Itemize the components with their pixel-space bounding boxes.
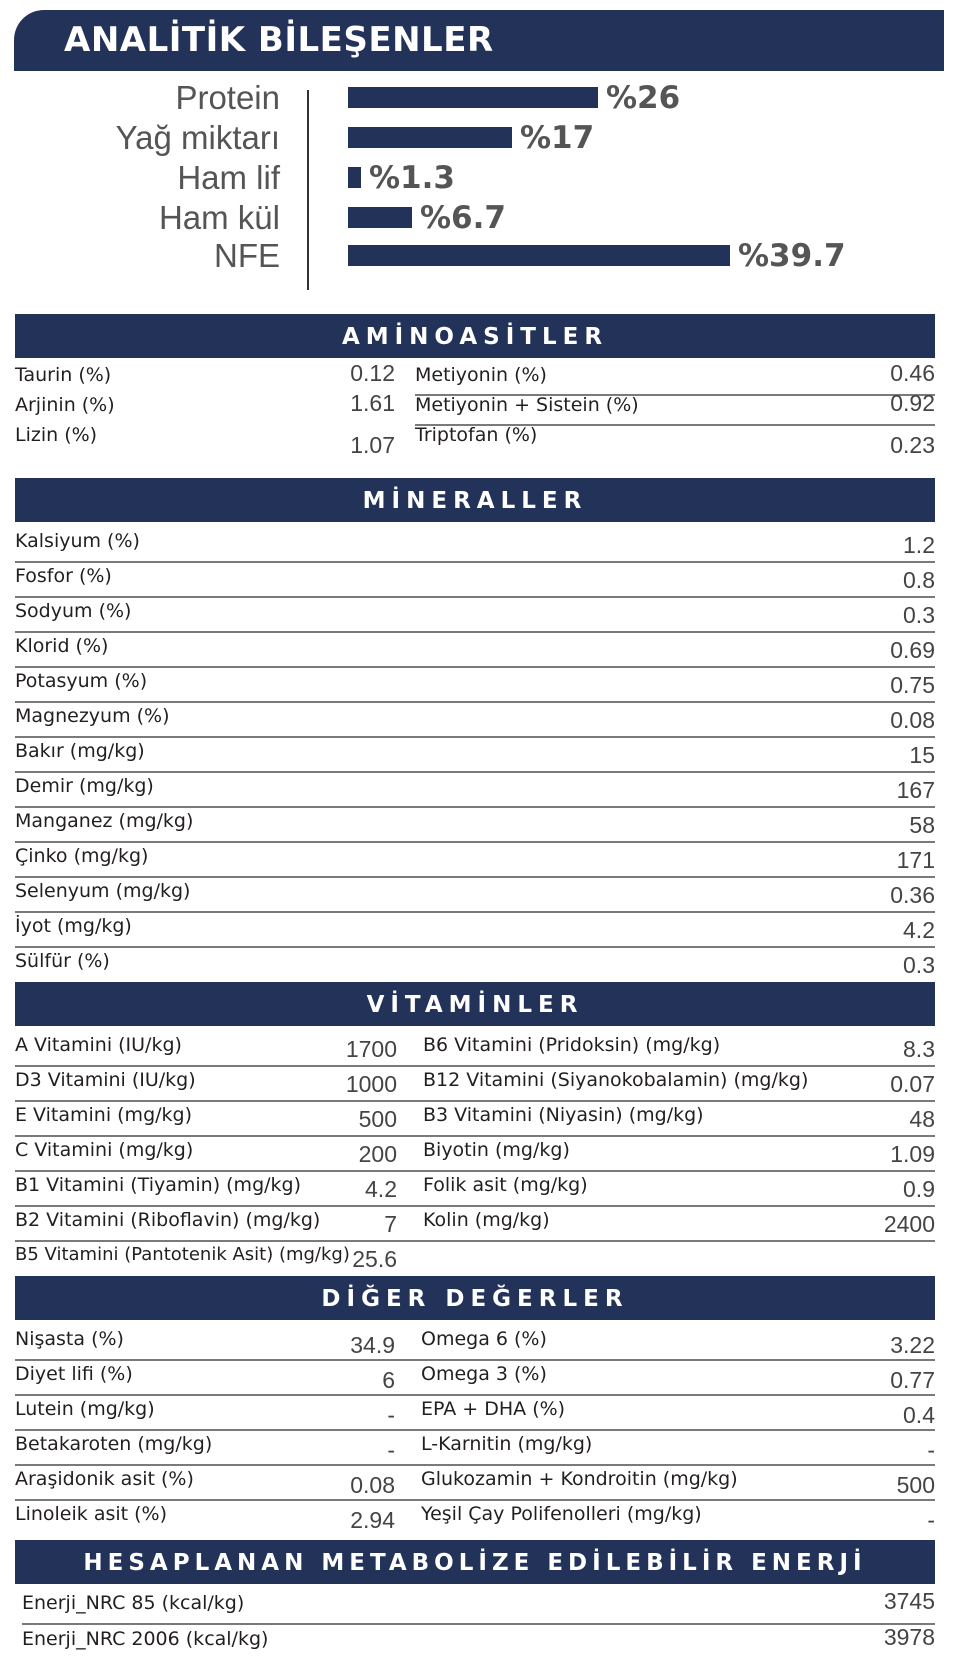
row-label: Folik asit (mg/kg) bbox=[423, 1174, 588, 1196]
row-value: 0.3 bbox=[903, 952, 935, 978]
analytic-bar bbox=[348, 245, 730, 266]
analytic-chart bbox=[0, 80, 960, 295]
table-row bbox=[15, 1431, 935, 1466]
row-label: Diyet lifi (%) bbox=[15, 1363, 133, 1385]
table-row bbox=[15, 1137, 935, 1172]
row-value: 1000 bbox=[345, 1071, 397, 1097]
row-label: Yeşil Çay Polifenolleri (mg/kg) bbox=[421, 1503, 702, 1525]
row-value: 0.08 bbox=[350, 1472, 395, 1498]
row-label: B2 Vitamini (Riboflavin) (mg/kg) bbox=[15, 1209, 321, 1231]
table-row bbox=[15, 913, 935, 948]
row-value: 25.6 bbox=[352, 1246, 397, 1272]
row-label: Potasyum (%) bbox=[15, 670, 148, 692]
row-value: 7 bbox=[384, 1211, 397, 1237]
row-label: C Vitamini (mg/kg) bbox=[15, 1139, 194, 1161]
row-label: Linoleik asit (%) bbox=[15, 1503, 168, 1525]
row-label: Arjinin (%) bbox=[15, 394, 115, 416]
row-value: 0.46 bbox=[890, 360, 935, 386]
row-label: E Vitamini (mg/kg) bbox=[15, 1104, 193, 1126]
table-row bbox=[15, 360, 935, 394]
row-value: - bbox=[927, 1507, 935, 1533]
section-header-minerals: MİNERALLER bbox=[15, 478, 935, 522]
row-value: 34.9 bbox=[350, 1332, 395, 1358]
row-label: Biyotin (mg/kg) bbox=[423, 1139, 570, 1161]
row-value: 0.36 bbox=[890, 882, 935, 908]
row-label: B6 Vitamini (Pridoksin) (mg/kg) bbox=[423, 1034, 721, 1056]
table-row bbox=[15, 390, 935, 424]
table-row bbox=[15, 1242, 935, 1275]
row-label: Nişasta (%) bbox=[15, 1328, 124, 1350]
row-value: - bbox=[927, 1437, 935, 1463]
table-row bbox=[15, 1032, 935, 1067]
row-value: 15 bbox=[909, 742, 935, 768]
row-label: A Vitamini (IU/kg) bbox=[15, 1034, 182, 1056]
analytic-label: NFE bbox=[214, 237, 280, 274]
analytic-label: Protein bbox=[175, 79, 280, 116]
row-label: Omega 6 (%) bbox=[421, 1328, 547, 1350]
row-value: 1700 bbox=[345, 1036, 397, 1062]
row-value: 0.9 bbox=[903, 1176, 935, 1202]
analytic-value: %39.7 bbox=[738, 238, 846, 274]
row-label: Demir (mg/kg) bbox=[15, 775, 154, 797]
table-row bbox=[15, 1501, 935, 1534]
row-label: Lizin (%) bbox=[15, 424, 98, 446]
section-header-energy: HESAPLANAN METABOLİZE EDİLEBİLİR ENERJİ bbox=[15, 1540, 935, 1584]
row-value: 1.61 bbox=[350, 390, 395, 416]
table-row bbox=[15, 528, 935, 563]
table-row bbox=[15, 424, 935, 458]
row-label: Enerji_NRC 85 (kcal/kg) bbox=[22, 1592, 245, 1614]
table-row bbox=[15, 633, 935, 668]
row-label: D3 Vitamini (IU/kg) bbox=[15, 1069, 196, 1091]
row-label: İyot (mg/kg) bbox=[15, 915, 132, 937]
table-row bbox=[15, 1172, 935, 1207]
row-label: B3 Vitamini (Niyasin) (mg/kg) bbox=[423, 1104, 704, 1126]
table-row bbox=[15, 1361, 935, 1396]
table-row bbox=[22, 1590, 935, 1625]
analytic-label: Ham lif bbox=[177, 159, 280, 196]
row-value: 8.3 bbox=[903, 1036, 935, 1062]
row-label: Fosfor (%) bbox=[15, 565, 112, 587]
analytic-value: %1.3 bbox=[369, 160, 455, 196]
page-title: ANALİTİK BİLEŞENLER bbox=[64, 20, 494, 60]
row-value: 0.12 bbox=[350, 360, 395, 386]
row-label: Manganez (mg/kg) bbox=[15, 810, 194, 832]
row-label: Glukozamin + Kondroitin (mg/kg) bbox=[421, 1468, 738, 1490]
table-row bbox=[15, 703, 935, 738]
row-value: 3745 bbox=[883, 1588, 935, 1614]
row-label: EPA + DHA (%) bbox=[421, 1398, 566, 1420]
row-label: Kolin (mg/kg) bbox=[423, 1209, 550, 1231]
analytic-label: Yağ miktarı bbox=[115, 119, 280, 156]
row-label: Araşidonik asit (%) bbox=[15, 1468, 194, 1490]
table-row bbox=[15, 878, 935, 913]
row-value: 0.77 bbox=[890, 1367, 935, 1393]
analytic-bar bbox=[348, 127, 512, 148]
row-value: 0.07 bbox=[890, 1071, 935, 1097]
row-value: 3.22 bbox=[890, 1332, 935, 1358]
section-header-other: DİĞER DEĞERLER bbox=[15, 1276, 935, 1320]
table-row bbox=[15, 668, 935, 703]
row-label: L-Karnitin (mg/kg) bbox=[421, 1433, 593, 1455]
row-value: 0.8 bbox=[903, 567, 935, 593]
row-value: 171 bbox=[896, 847, 935, 873]
row-value: 1.07 bbox=[350, 432, 395, 458]
row-value: 0.69 bbox=[890, 637, 935, 663]
table-row bbox=[15, 738, 935, 773]
row-value: 48 bbox=[909, 1106, 935, 1132]
analytic-value: %26 bbox=[606, 80, 681, 116]
row-value: 500 bbox=[358, 1106, 397, 1132]
row-value: 6 bbox=[382, 1367, 395, 1393]
row-value: 2.94 bbox=[350, 1507, 395, 1533]
table-row bbox=[15, 563, 935, 598]
table-row bbox=[15, 1396, 935, 1431]
row-label: Metiyonin (%) bbox=[415, 364, 547, 386]
row-value: - bbox=[387, 1437, 395, 1463]
row-label: Çinko (mg/kg) bbox=[15, 845, 149, 867]
row-value: 58 bbox=[909, 812, 935, 838]
analytic-label: Ham kül bbox=[158, 199, 280, 236]
row-value: 200 bbox=[358, 1141, 397, 1167]
row-value: 0.3 bbox=[903, 602, 935, 628]
analytic-bar bbox=[348, 167, 361, 188]
row-label: Selenyum (mg/kg) bbox=[15, 880, 191, 902]
row-value: 2400 bbox=[883, 1211, 935, 1237]
table-row bbox=[22, 1626, 935, 1659]
row-label: Triptofan (%) bbox=[415, 424, 538, 446]
table-row bbox=[15, 1466, 935, 1501]
analytic-bar bbox=[348, 207, 412, 228]
row-label: Bakır (mg/kg) bbox=[15, 740, 145, 762]
row-label: B5 Vitamini (Pantotenik Asit) (mg/kg) bbox=[15, 1244, 350, 1265]
page-header bbox=[14, 10, 944, 71]
row-label: B1 Vitamini (Tiyamin) (mg/kg) bbox=[15, 1174, 302, 1196]
table-row bbox=[15, 1207, 935, 1242]
row-value: 0.75 bbox=[890, 672, 935, 698]
table-row bbox=[15, 1102, 935, 1137]
row-value: 0.4 bbox=[903, 1402, 935, 1428]
row-label: Klorid (%) bbox=[15, 635, 109, 657]
table-row bbox=[15, 1067, 935, 1102]
row-value: 0.23 bbox=[890, 432, 935, 458]
row-value: 0.92 bbox=[890, 390, 935, 416]
row-value: 4.2 bbox=[365, 1176, 397, 1202]
table-row bbox=[15, 808, 935, 843]
row-value: - bbox=[387, 1402, 395, 1428]
row-value: 167 bbox=[896, 777, 935, 803]
table-row bbox=[15, 1326, 935, 1361]
row-value: 4.2 bbox=[903, 917, 935, 943]
row-label: Taurin (%) bbox=[15, 364, 112, 386]
row-label: Lutein (mg/kg) bbox=[15, 1398, 155, 1420]
row-value: 1.09 bbox=[890, 1141, 935, 1167]
row-label: Sodyum (%) bbox=[15, 600, 132, 622]
analytic-bar bbox=[348, 87, 598, 108]
row-label: Metiyonin + Sistein (%) bbox=[415, 394, 639, 416]
row-value: 3978 bbox=[883, 1624, 935, 1650]
row-value: 0.08 bbox=[890, 707, 935, 733]
row-value: 500 bbox=[896, 1472, 935, 1498]
row-label: Omega 3 (%) bbox=[421, 1363, 547, 1385]
analytic-value: %6.7 bbox=[420, 200, 506, 236]
row-label: B12 Vitamini (Siyanokobalamin) (mg/kg) bbox=[423, 1069, 809, 1091]
row-label: Magnezyum (%) bbox=[15, 705, 170, 727]
row-label: Enerji_NRC 2006 (kcal/kg) bbox=[22, 1628, 269, 1650]
table-row bbox=[15, 773, 935, 808]
row-label: Betakaroten (mg/kg) bbox=[15, 1433, 213, 1455]
row-value: 1.2 bbox=[903, 532, 935, 558]
section-header-aminoacids: AMİNOASİTLER bbox=[15, 314, 935, 358]
table-row bbox=[15, 843, 935, 878]
table-row bbox=[15, 598, 935, 633]
row-label: Sülfür (%) bbox=[15, 950, 110, 972]
analytic-value: %17 bbox=[520, 120, 595, 156]
section-header-vitamins: VİTAMİNLER bbox=[15, 982, 935, 1026]
table-row bbox=[15, 948, 935, 981]
row-label: Kalsiyum (%) bbox=[15, 530, 140, 552]
chart-divider bbox=[307, 90, 309, 290]
